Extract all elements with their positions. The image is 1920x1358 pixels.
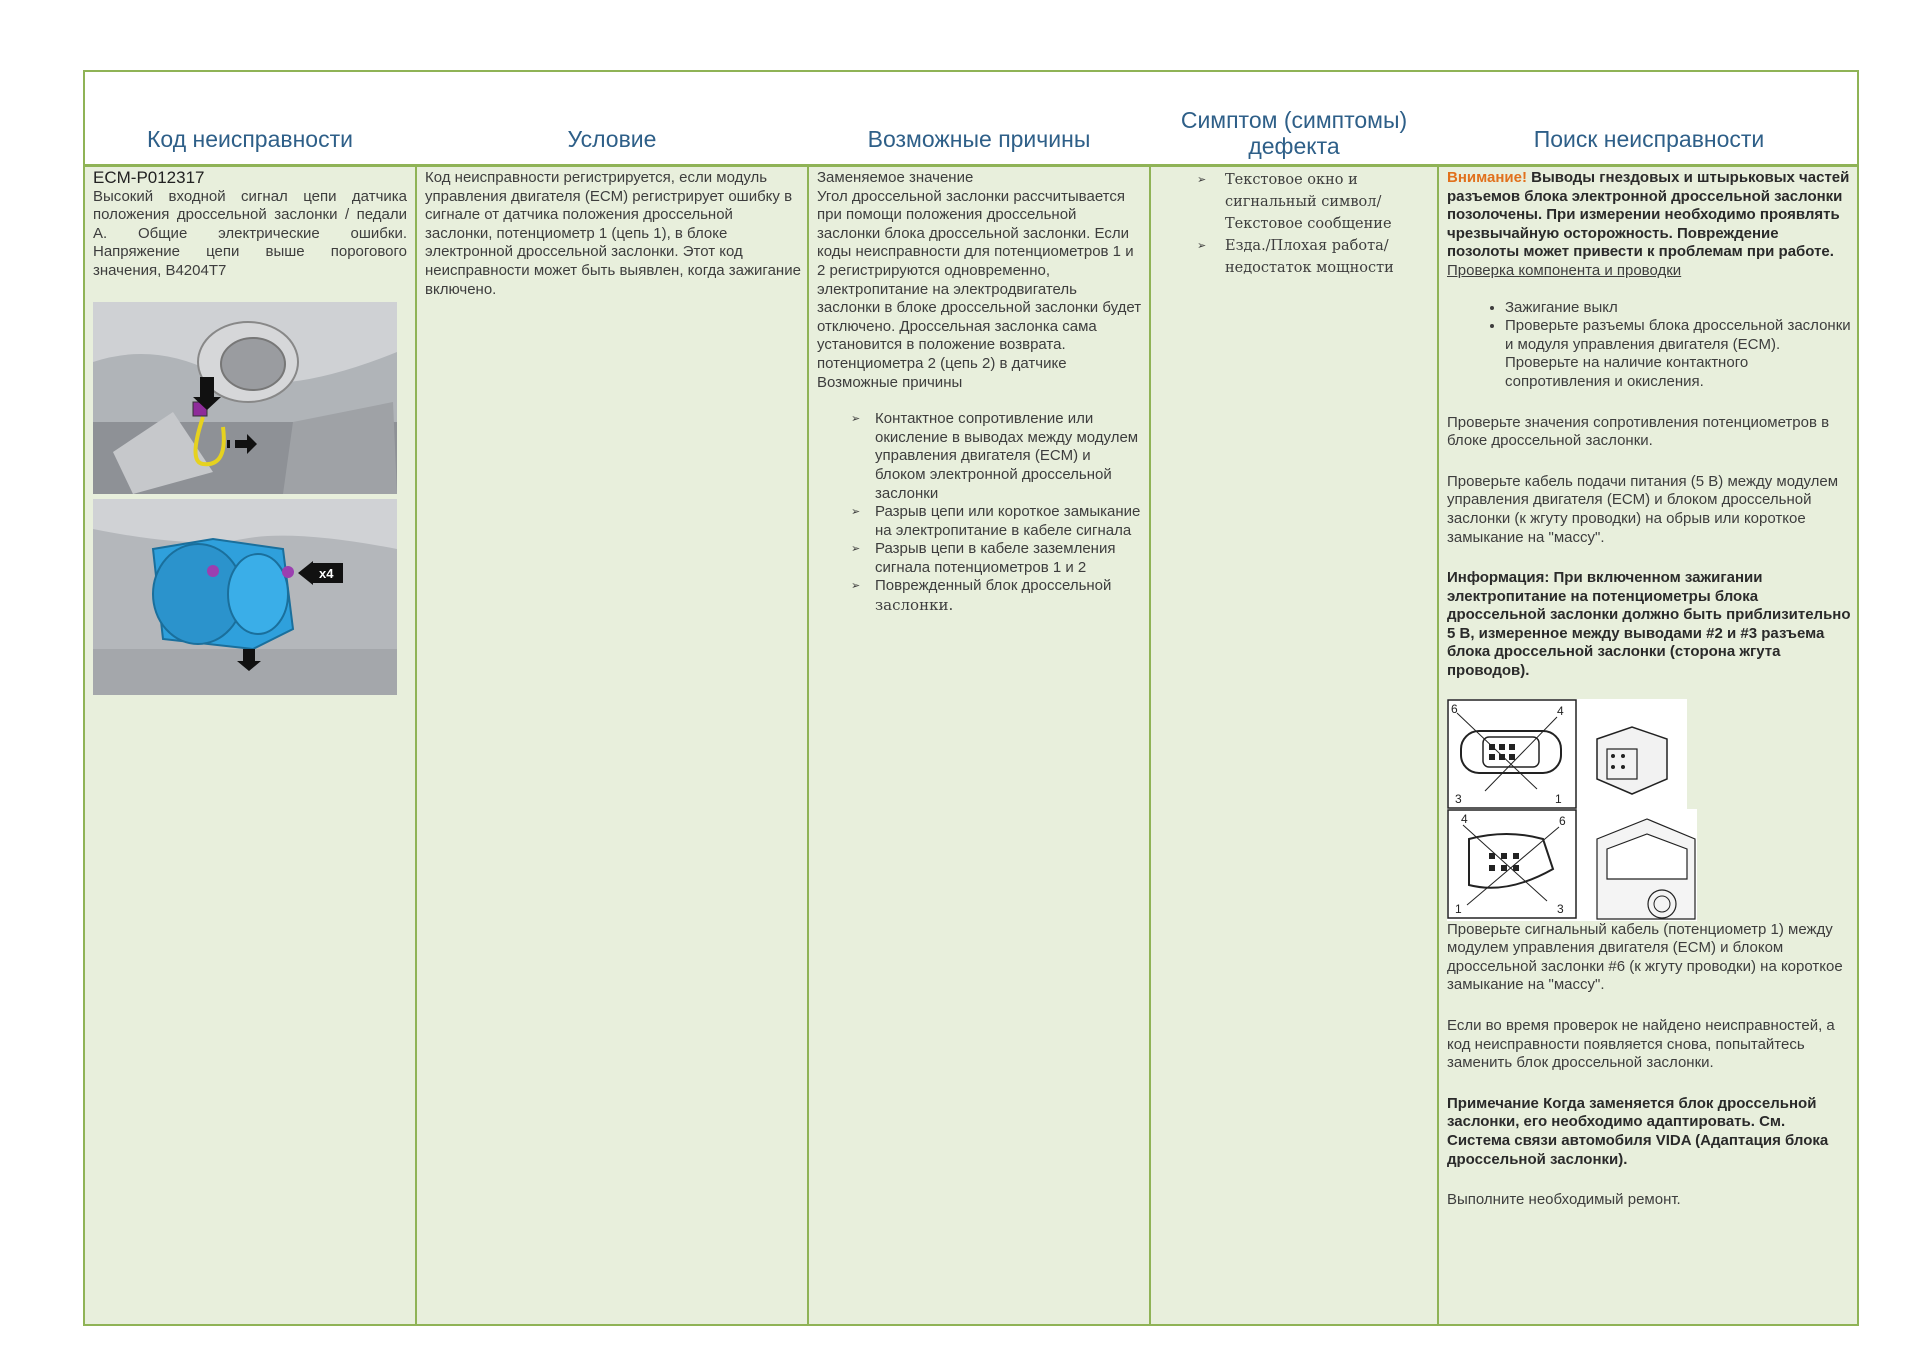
para-no-fault: Если во время проверок не найдено неисправностей, а код неисправности появляется снова, попытайтесь заменить блок дроссельной заслонки. <box>1447 1017 1835 1072</box>
list-item: ➢ Разрыв цепи или короткое замыкание на электропитание в кабеле сигнала <box>817 503 1143 540</box>
list-item: ➢ Разрыв цепи в кабеле заземления сигнала потенциометров 1 и 2 <box>817 540 1143 577</box>
connector-photo <box>93 302 397 494</box>
pin-label: 1 <box>1455 901 1462 916</box>
final-step: Выполните необходимый ремонт. <box>1447 1191 1681 1209</box>
causes-text: Угол дроссельной заслонки рассчитывается при помощи положения дроссельной заслонки блока дроссельной заслонки. Если коды неисправности для потенциометров 1 и 2 регистрируются одновременно, электропитание на электродвигатель заслонки в блоке дроссельной заслонки будет отключено. Дроссельная заслонка сама установится в положение возврата. <box>817 187 1142 354</box>
pin-label: 6 <box>1451 701 1458 716</box>
symptoms-cell <box>1151 167 1439 1324</box>
steps-list <box>1447 299 1851 392</box>
para-signal-cable: Проверьте сигнальный кабель (потенциометр 1) между модулем управления двигателя (ECM) и блоком дроссельной заслонки #6 (к жгуту проводки) на короткое замыкание на "массу". <box>1447 920 1843 994</box>
list-item: ➢ Текстовое окно и сигнальный символ/Текстовое сообщение <box>1159 169 1431 235</box>
warning-block <box>1447 169 1851 262</box>
pin-label: 1 <box>1555 791 1562 806</box>
para-power-cable: Проверьте кабель подачи питания (5 В) между модулем управления двигателя (ECM) и блоком дроссельной заслонки (к жгуту проводки) на обрыв или короткое замыкание на "массу". <box>1447 472 1839 546</box>
causes-text-line: потенциометра 2 (цепь 2) в датчике <box>817 354 1067 372</box>
troubleshoot-cell <box>1439 167 1859 1324</box>
list-item: ➢ Контактное сопротивление или окисление в выводах между модулем управления двигателя (ECM) и блоком электронной дроссельной заслонки <box>817 410 1143 503</box>
warning-label: Внимание! <box>1447 169 1527 186</box>
connector-diagrams <box>1447 681 1851 916</box>
causes-list <box>817 410 1143 596</box>
header-symptoms: Симптом (симптомы) дефекта <box>1180 107 1408 159</box>
throttle-body-photo <box>93 499 397 695</box>
header-condition: Условие <box>567 126 657 152</box>
warning-text: Выводы гнездовых и штырьковых частей разъемов блока электронной дроссельной заслонки позолочены. При измерении необходимо проявлять чрезвычайную осторожность. Повреждение позолоты может привести к проблемам при работе. <box>1447 169 1850 261</box>
causes-cell <box>809 167 1151 1324</box>
pin-label: 3 <box>1557 901 1564 916</box>
pin-label: 4 <box>1557 703 1564 718</box>
header-code: Код неисправности <box>147 126 353 152</box>
list-item: ➢ Езда./Плохая работа/недостаток мощности <box>1159 235 1431 279</box>
header-troubleshoot: Поиск неисправности <box>1533 126 1765 152</box>
code-cell <box>85 167 415 1324</box>
causes-label: Возможные причины <box>817 373 963 391</box>
callout-x4: x4 <box>319 566 334 581</box>
causes-last-tail: заслонки. <box>875 596 954 615</box>
info-block: Информация: При включенном зажигании электропитание на потенциометры блока дроссельной заслонки должно быть приблизительно 5 В, измеренное между выводами #2 и #3 разъема блока дроссельной заслонки (сторона жгута проводов). <box>1447 569 1851 680</box>
header-causes: Возможные причины <box>867 126 1091 152</box>
pin-label: 3 <box>1455 791 1462 806</box>
condition-text: Код неисправности регистрируется, если модуль управления двигателя (ECM) регистрирует ошибку в сигнале от датчика положения дроссельной заслонки, потенциометр 1 (цепь 1), в блоке электронной дроссельной заслонки. Этот код неисправности может быть выявлен, когда зажигание включено. <box>425 169 801 298</box>
fault-code: ECM-P012317 <box>93 168 205 187</box>
fault-description: Высокий входной сигнал цепи датчика положения дроссельной заслонки / педали A. Общие электрические ошибки. Напряжение цепи выше порогового значения, B4204T7 <box>93 187 407 279</box>
check-link[interactable]: Проверка компонента и проводки <box>1447 261 1682 279</box>
table-header <box>85 72 1857 167</box>
pin-label: 6 <box>1559 813 1566 828</box>
causes-intro: Заменяемое значение <box>817 169 974 186</box>
condition-cell <box>417 167 809 1324</box>
fault-table <box>83 70 1859 1326</box>
list-item: ➢ Поврежденный блок дроссельной <box>817 577 1143 596</box>
symptoms-list <box>1159 169 1431 279</box>
list-item: • Проверьте разъемы блока дроссельной заслонки и модуля управления двигателя (ECM). Проверьте на наличие контактного сопротивления и окисления. <box>1505 317 1851 391</box>
connector-diagram-top <box>1447 699 1687 811</box>
note-block: Примечание Когда заменяется блок дроссельной заслонки, его необходимо адаптировать. См. Система связи автомобиля VIDA (Адаптация блока дроссельной заслонки). <box>1447 1094 1829 1168</box>
pin-label: 4 <box>1461 811 1468 826</box>
list-item: • Зажигание выкл <box>1505 299 1851 318</box>
table-body <box>85 167 1857 1324</box>
connector-diagram-bottom <box>1447 809 1697 921</box>
para-resistance: Проверьте значения сопротивления потенциометров в блоке дроссельной заслонки. <box>1447 413 1830 450</box>
